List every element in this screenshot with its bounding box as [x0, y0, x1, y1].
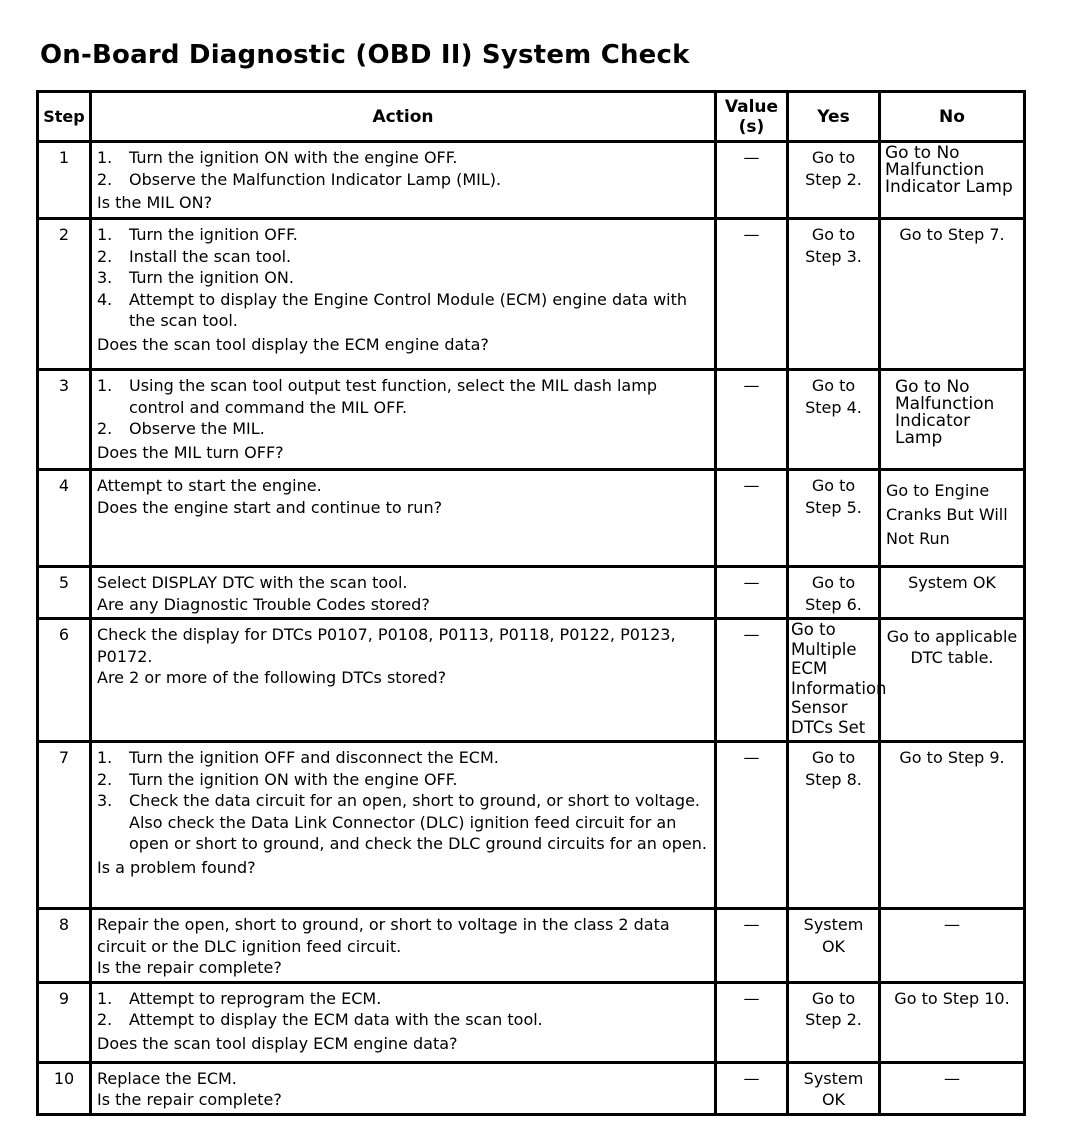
value-cell: — — [716, 567, 788, 619]
header-values: Value (s) — [716, 92, 788, 142]
header-step: Step — [38, 92, 91, 142]
action-cell: 1. Turn the ignition OFF. 2. Install the scan tool. 3. Turn the ignition ON. 4. Attempt to display the Engine Control Module (ECM) engine data with the scan tool. Does the scan tool display the ECM engine data? — [91, 219, 716, 370]
step-number: 3 — [38, 370, 91, 470]
action-question: Is the MIL ON? — [97, 193, 213, 212]
action-question: Does the scan tool display ECM engine data? — [97, 1033, 458, 1053]
value-cell: — — [716, 909, 788, 983]
step-number: 6 — [38, 619, 91, 742]
action-question: Is the repair complete? — [97, 958, 282, 977]
header-yes: Yes — [788, 92, 880, 142]
table-row — [38, 982, 1025, 1062]
yes-cell: System OK — [788, 909, 880, 983]
table-row — [38, 619, 1025, 742]
table-row — [38, 909, 1025, 983]
action-cell — [91, 1062, 716, 1114]
action-item: Turn the ignition ON with the engine OFF. — [129, 148, 458, 167]
no-cell: System OK — [880, 567, 1025, 619]
yes-cell: Go to Step 8. — [788, 742, 880, 909]
yes-cell: Go to Step 3. — [788, 219, 880, 370]
action-cell: 1. Turn the ignition OFF and disconnect the ECM. 2. Turn the ignition ON with the engine OFF. 3. Check the data circuit for an open, short to ground, or short to voltage. Also check the Data Link Connector (DLC) ignition feed circuit for an open or short to ground, and check the DLC ground circuits for an open. Is a problem found? — [91, 742, 716, 909]
action-item: Turn the ignition OFF and disconnect the ECM. — [129, 748, 499, 767]
action-question: Are 2 or more of the following DTCs stored? — [97, 668, 447, 687]
value-cell: — — [716, 219, 788, 370]
action-question: Is the repair complete? — [97, 1090, 282, 1109]
action-item: Attempt to display the Engine Control Module (ECM) engine data with the scan tool. — [129, 289, 688, 330]
value-cell: — — [716, 619, 788, 742]
action-cell: 1. Using the scan tool output test function, select the MIL dash lamp control and command the MIL OFF. 2. Observe the MIL. Does the MIL turn OFF? — [91, 370, 716, 470]
no-cell: — — [880, 1062, 1025, 1114]
action-cell: 1. Turn the ignition ON with the engine OFF. 2. Observe the Malfunction Indicator Lamp (MIL). Is the MIL ON? — [91, 142, 716, 219]
table-row — [38, 370, 1025, 470]
step-number: 7 — [38, 742, 91, 909]
action-item: Turn the ignition ON. — [129, 268, 294, 287]
header-row — [38, 92, 1025, 142]
step-number: 5 — [38, 567, 91, 619]
action-text: Attempt to start the engine. — [97, 476, 322, 495]
step-number: 10 — [38, 1062, 91, 1114]
no-cell: Go to Engine Cranks But Will Not Run — [880, 470, 1025, 567]
action-text: Repair the open, short to ground, or short to voltage in the class 2 data circuit or the DLC ignition feed circuit. — [97, 915, 670, 956]
step-number: 8 — [38, 909, 91, 983]
value-cell: — — [716, 1062, 788, 1114]
table-row — [38, 742, 1025, 909]
header-no: No — [880, 92, 1025, 142]
action-item: Check the data circuit for an open, short to ground, or short to voltage. Also check the Data Link Connector (DLC) ignition feed circuit for an open or short to ground, and check the DLC ground circuits for an open. — [129, 791, 707, 853]
table-row — [38, 470, 1025, 567]
no-cell: Go to No Malfunction Indicator Lamp — [880, 370, 1025, 470]
action-cell: 1. Attempt to reprogram the ECM. 2. Attempt to display the ECM data with the scan tool. Does the scan tool display ECM engine data? — [91, 982, 716, 1062]
no-cell: Go to Step 10. — [880, 982, 1025, 1062]
action-cell — [91, 909, 716, 983]
table-row — [38, 219, 1025, 370]
action-text: Check the display for DTCs P0107, P0108, P0113, P0118, P0122, P0123, P0172. — [97, 625, 676, 666]
table-row — [38, 1062, 1025, 1114]
no-cell: — — [880, 909, 1025, 983]
action-question: Does the engine start and continue to run? — [97, 497, 443, 517]
value-cell: — — [716, 142, 788, 219]
action-question: Does the scan tool display the ECM engine data? — [97, 334, 489, 354]
step-number: 1 — [38, 142, 91, 219]
action-cell — [91, 567, 716, 619]
action-text: Replace the ECM. — [97, 1068, 237, 1088]
step-number: 9 — [38, 982, 91, 1062]
step-number: 2 — [38, 219, 91, 370]
action-question: Does the MIL turn OFF? — [97, 442, 284, 462]
action-item: Observe the Malfunction Indicator Lamp (MIL). — [129, 169, 502, 189]
diagnostic-table — [36, 90, 1026, 1116]
action-text: Select DISPLAY DTC with the scan tool. — [97, 573, 408, 592]
yes-cell: Go to Step 4. — [788, 370, 880, 470]
action-item: Attempt to reprogram the ECM. — [129, 988, 382, 1008]
yes-cell: Go to Step 2. — [788, 982, 880, 1062]
page-title: On-Board Diagnostic (OBD II) System Check — [40, 40, 690, 70]
action-cell — [91, 619, 716, 742]
action-cell — [91, 470, 716, 567]
header-action: Action — [91, 92, 716, 142]
table-row — [38, 142, 1025, 219]
no-cell: Go to No Malfunction Indicator Lamp — [880, 142, 1025, 219]
action-item: Turn the ignition OFF. — [129, 225, 298, 244]
value-cell: — — [716, 982, 788, 1062]
value-cell: — — [716, 370, 788, 470]
action-item: Using the scan tool output test function, select the MIL dash lamp control and command the MIL OFF. — [129, 376, 657, 417]
yes-cell: System OK — [788, 1062, 880, 1114]
yes-cell: Go to Step 5. — [788, 470, 880, 567]
action-item: Turn the ignition ON with the engine OFF. — [129, 769, 458, 789]
action-item: Install the scan tool. — [129, 246, 292, 266]
action-item: Observe the MIL. — [129, 419, 265, 438]
yes-cell: Go to Step 6. — [788, 567, 880, 619]
no-cell: Go to Step 7. — [880, 219, 1025, 370]
step-number: 4 — [38, 470, 91, 567]
action-item: Attempt to display the ECM data with the scan tool. — [129, 1010, 543, 1029]
action-question: Is a problem found? — [97, 857, 256, 877]
no-cell: Go to applicable DTC table. — [880, 619, 1025, 742]
value-cell: — — [716, 742, 788, 909]
value-cell: — — [716, 470, 788, 567]
yes-cell: Go to Step 2. — [788, 142, 880, 219]
action-question: Are any Diagnostic Trouble Codes stored? — [97, 594, 430, 614]
no-cell: Go to Step 9. — [880, 742, 1025, 909]
yes-cell: Go to Multiple ECM Information Sensor DTCs Set — [788, 619, 880, 742]
table-row — [38, 567, 1025, 619]
